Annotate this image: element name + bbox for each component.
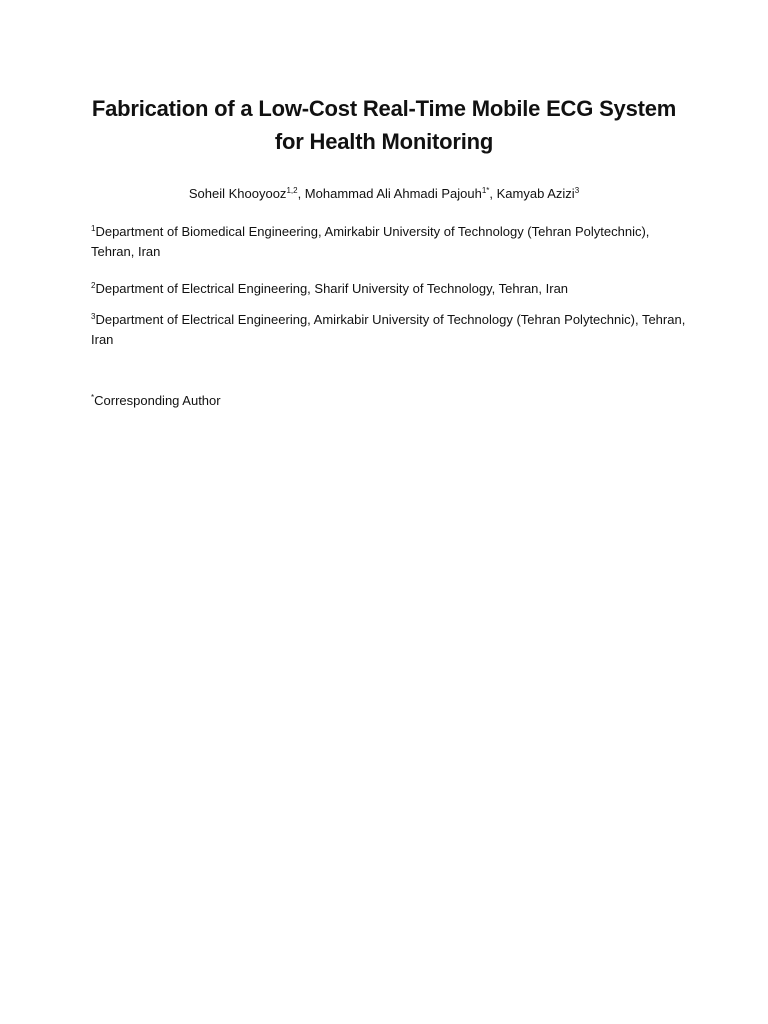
author-separator: , [489,186,497,201]
affiliation-text: Department of Electrical Engineering, Amirkabir University of Technology (Tehran Polytechnic), Tehran, Iran [91,312,686,347]
affiliation-1 [91,222,691,261]
corresponding-text: Corresponding Author [94,393,221,408]
title-line-2: for Health Monitoring [274,129,494,154]
affiliation-marker: 3 [91,312,96,321]
title-line-1: Fabrication of a Low-Cost Real-Time Mobile ECG System [91,96,677,121]
author-name: Mohammad Ali Ahmadi Pajouh [304,186,482,201]
corresponding-author-note [91,391,221,411]
affiliation-text: Department of Biomedical Engineering, Amirkabir University of Technology (Tehran Polytechnic), Tehran, Iran [91,224,650,259]
author-affil-marker: 3 [574,186,580,195]
author-separator: , [297,186,305,201]
affiliation-2 [91,279,691,299]
corresponding-marker: * [91,393,95,402]
affiliation-text: Department of Electrical Engineering, Sharif University of Technology, Tehran, Iran [95,281,569,296]
author-name: Kamyab Azizi [496,186,575,201]
author-name: Soheil Khooyooz [188,186,287,201]
affiliation-3 [91,310,691,349]
paper-title [60,92,708,158]
affiliation-marker: 2 [91,281,96,290]
affiliation-marker: 1 [91,224,96,233]
author-list [60,184,708,204]
author-affil-marker: 1,2 [286,186,298,195]
author-affil-marker: 1* [481,186,490,195]
